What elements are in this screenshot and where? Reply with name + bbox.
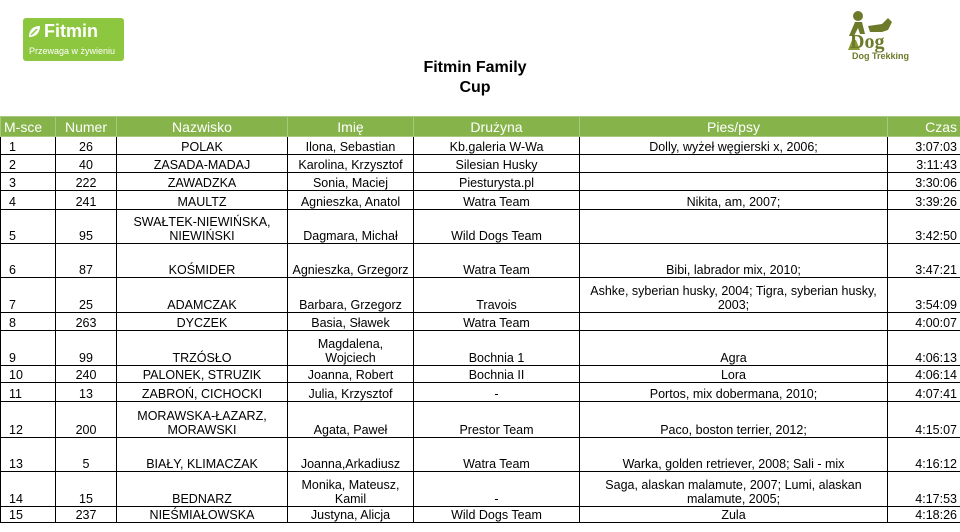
cell-place: 11: [1, 383, 56, 402]
cell-first-name: Justyna, Alicja: [288, 507, 414, 523]
cell-surname: DYCZEK: [117, 313, 288, 331]
cell-surname: ZASADA-MADAJ: [117, 155, 288, 173]
header-place: M-sce: [1, 117, 56, 137]
cell-surname: ZABROŃ, CICHOCKI: [117, 383, 288, 402]
cell-place: 8: [1, 313, 56, 331]
cell-time: 4:18:26: [888, 507, 960, 523]
cell-place: 12: [1, 402, 56, 438]
cell-number: 87: [56, 244, 117, 278]
cell-first-name: Magdalena, Wojciech: [288, 331, 414, 366]
table-row: [1, 210, 960, 244]
header-time: Czas: [888, 117, 960, 137]
cell-team: -: [414, 383, 580, 402]
table-row: [1, 472, 960, 507]
cell-time: 3:54:09: [888, 278, 960, 313]
table-body: [1, 137, 960, 523]
cell-surname: BIAŁY, KLIMACZAK: [117, 438, 288, 472]
cell-team: Watra Team: [414, 313, 580, 331]
cell-place: 9: [1, 331, 56, 366]
cell-number: 222: [56, 173, 117, 191]
cell-first-name: Agata, Paweł: [288, 402, 414, 438]
cell-dogs: Agra: [580, 331, 888, 366]
cell-team: Bochnia 1: [414, 331, 580, 366]
cell-number: 241: [56, 191, 117, 210]
cell-number: 13: [56, 383, 117, 402]
fitmin-leaf-icon: [27, 24, 42, 39]
cell-dogs: Nikita, am, 2007;: [580, 191, 888, 210]
cell-surname: POLAK: [117, 137, 288, 155]
cell-time: 3:39:26: [888, 191, 960, 210]
header-number: Numer: [56, 117, 117, 137]
cell-time: 3:30:06: [888, 173, 960, 191]
cell-dogs: Zula: [580, 507, 888, 523]
cell-dogs: Lora: [580, 366, 888, 383]
cell-time: 3:07:03: [888, 137, 960, 155]
cell-dogs: [580, 313, 888, 331]
cell-first-name: Agnieszka, Anatol: [288, 191, 414, 210]
cell-team: Kb.galeria W-Wa: [414, 137, 580, 155]
cell-surname: MORAWSKA-ŁAZARZ, MORAWSKI: [117, 402, 288, 438]
cell-surname: PALONEK, STRUZIK: [117, 366, 288, 383]
cell-team: Prestor Team: [414, 402, 580, 438]
cell-dogs: Warka, golden retriever, 2008; Sali - mix: [580, 438, 888, 472]
table-row: [1, 155, 960, 173]
cell-team: Watra Team: [414, 191, 580, 210]
cell-number: 15: [56, 472, 117, 507]
cell-time: 4:15:07: [888, 402, 960, 438]
fitmin-brand: Fitmin: [44, 21, 98, 41]
cell-number: 263: [56, 313, 117, 331]
cell-first-name: Joanna, Robert: [288, 366, 414, 383]
cell-team: Piesturysta.pl: [414, 173, 580, 191]
cell-time: 3:11:43: [888, 155, 960, 173]
table-row: [1, 402, 960, 438]
table-row: [1, 244, 960, 278]
cell-team: Silesian Husky: [414, 155, 580, 173]
cell-number: 95: [56, 210, 117, 244]
cell-time: 3:42:50: [888, 210, 960, 244]
table-header-row: [1, 117, 960, 137]
cell-first-name: Ilona, Sebastian: [288, 137, 414, 155]
dog-trekking-brand: Dog Trekking: [852, 51, 910, 61]
table-row: [1, 191, 960, 210]
fitmin-tagline: Przewaga w żywieniu: [29, 46, 116, 56]
cell-dogs: [580, 173, 888, 191]
cell-number: 25: [56, 278, 117, 313]
cell-first-name: Agnieszka, Grzegorz: [288, 244, 414, 278]
table-row: [1, 278, 960, 313]
table-row: [1, 331, 960, 366]
dog-trekking-logo: [838, 4, 914, 66]
cell-number: 40: [56, 155, 117, 173]
table-row: [1, 173, 960, 191]
cell-dogs: [580, 210, 888, 244]
header-team: Drużyna: [414, 117, 580, 137]
fitmin-logo: [23, 18, 124, 61]
cell-dogs: Ashke, syberian husky, 2004; Tigra, syberian husky, 2003;: [580, 278, 888, 313]
cell-dogs: Paco, boston terrier, 2012;: [580, 402, 888, 438]
cell-time: 4:16:12: [888, 438, 960, 472]
cell-surname: BEDNARZ: [117, 472, 288, 507]
cell-surname: KOŚMIDER: [117, 244, 288, 278]
page-title: [415, 58, 535, 98]
table-row: [1, 507, 960, 523]
cell-time: 3:47:21: [888, 244, 960, 278]
cell-number: 200: [56, 402, 117, 438]
cell-place: 4: [1, 191, 56, 210]
cell-team: Watra Team: [414, 244, 580, 278]
header-name: Imię: [288, 117, 414, 137]
cell-dogs: Saga, alaskan malamute, 2007; Lumi, alaskan malamute, 2005;: [580, 472, 888, 507]
cell-place: 7: [1, 278, 56, 313]
cell-first-name: Basia, Sławek: [288, 313, 414, 331]
cell-place: 13: [1, 438, 56, 472]
cell-time: 4:06:14: [888, 366, 960, 383]
cell-first-name: Monika, Mateusz, Kamil: [288, 472, 414, 507]
cell-number: 237: [56, 507, 117, 523]
cell-place: 5: [1, 210, 56, 244]
cell-surname: ZAWADZKA: [117, 173, 288, 191]
cell-place: 15: [1, 507, 56, 523]
cell-number: 99: [56, 331, 117, 366]
title-line-2: Cup: [459, 79, 491, 96]
cell-team: Wild Dogs Team: [414, 507, 580, 523]
cell-team: Watra Team: [414, 438, 580, 472]
cell-time: 4:06:13: [888, 331, 960, 366]
cell-surname: NIEŚMIAŁOWSKA: [117, 507, 288, 523]
cell-team: -: [414, 472, 580, 507]
cell-dogs: Bibi, labrador mix, 2010;: [580, 244, 888, 278]
cell-first-name: Joanna,Arkadiusz: [288, 438, 414, 472]
table-row: [1, 313, 960, 331]
cell-surname: TRZÓSŁO: [117, 331, 288, 366]
cell-surname: ADAMCZAK: [117, 278, 288, 313]
cell-first-name: Barbara, Grzegorz: [288, 278, 414, 313]
title-line-1: Fitmin Family: [423, 59, 527, 76]
cell-number: 26: [56, 137, 117, 155]
cell-time: 4:07:41: [888, 383, 960, 402]
table-row: [1, 366, 960, 383]
cell-dogs: Dolly, wyżeł węgierski x, 2006;: [580, 137, 888, 155]
cell-dogs: Portos, mix dobermana, 2010;: [580, 383, 888, 402]
header-surname: Nazwisko: [117, 117, 288, 137]
cell-first-name: Sonia, Maciej: [288, 173, 414, 191]
cell-place: 10: [1, 366, 56, 383]
cell-time: 4:17:53: [888, 472, 960, 507]
cell-dogs: [580, 155, 888, 173]
cell-first-name: Julia, Krzysztof: [288, 383, 414, 402]
cell-place: 3: [1, 173, 56, 191]
cell-surname: MAULTZ: [117, 191, 288, 210]
cell-place: 6: [1, 244, 56, 278]
cell-team: Wild Dogs Team: [414, 210, 580, 244]
cell-first-name: Karolina, Krzysztof: [288, 155, 414, 173]
cell-team: Bochnia II: [414, 366, 580, 383]
svg-text:Dog: Dog: [850, 31, 885, 53]
table-row: [1, 383, 960, 402]
cell-surname: SWAŁTEK-NIEWIŃSKA, NIEWIŃSKI: [117, 210, 288, 244]
cell-place: 14: [1, 472, 56, 507]
cell-team: Travois: [414, 278, 580, 313]
cell-first-name: Dagmara, Michał: [288, 210, 414, 244]
results-table: [0, 116, 960, 523]
cell-place: 2: [1, 155, 56, 173]
table-row: [1, 438, 960, 472]
cell-number: 5: [56, 438, 117, 472]
cell-number: 240: [56, 366, 117, 383]
cell-place: 1: [1, 137, 56, 155]
header-dogs: Pies/psy: [580, 117, 888, 137]
cell-time: 4:00:07: [888, 313, 960, 331]
table-row: [1, 137, 960, 155]
